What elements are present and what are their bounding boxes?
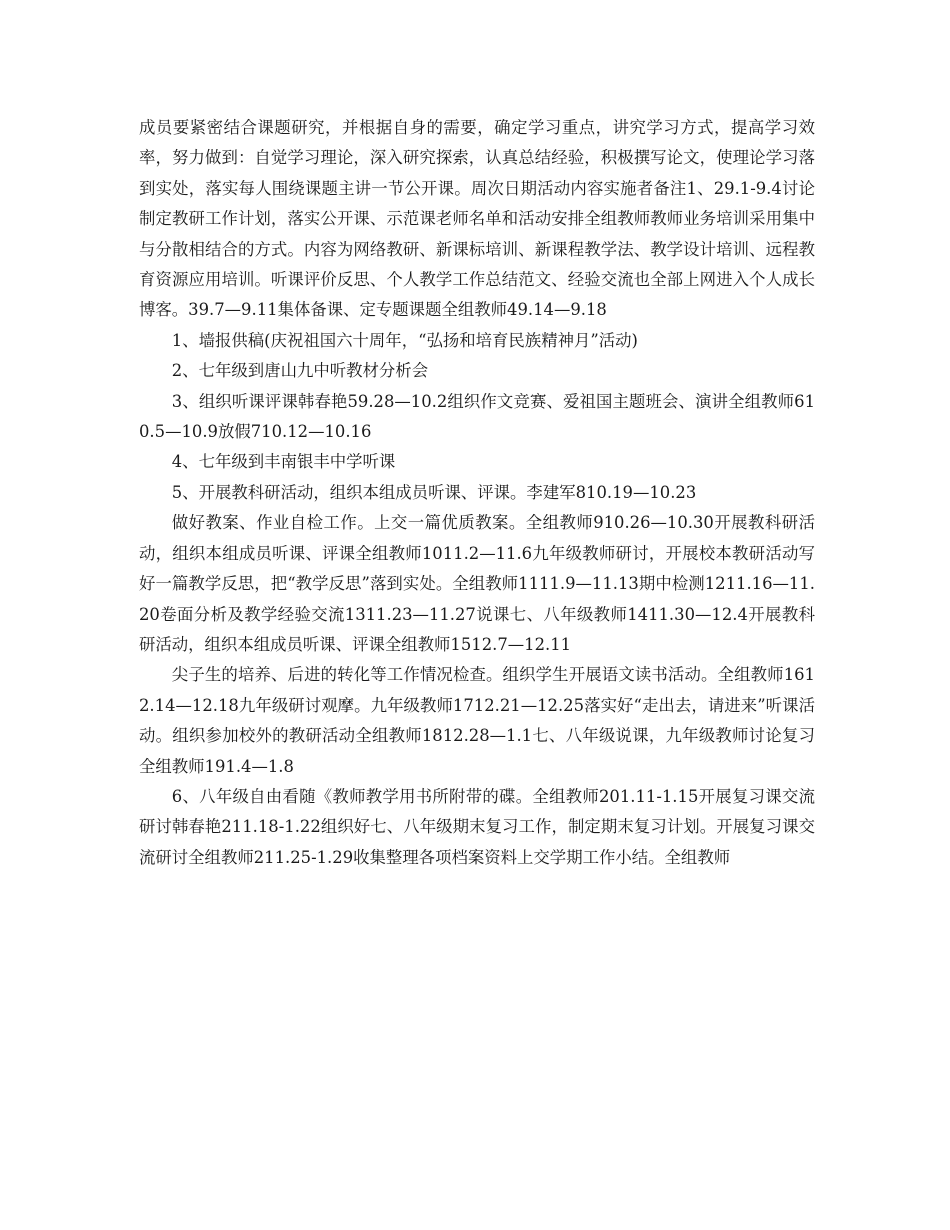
paragraph: 成员要紧密结合课题研究，并根据自身的需要，确定学习重点，讲究学习方式，提高学习效率，努力做到：自觉学习理论，深入研究探索，认真总结经验，积极撰写论文，使理论学习落到实处，落实每人围绕课题主讲一节公开课。周次日期活动内容实施者备注1、29.1-9.4讨论制定教研工作计划，落实公开课、示范课老师名单和活动安排全组教师教师业务培训采用集中与分散相结合的方式。内容为网络教研、新课标培训、新课程教学法、教学设计培训、远程教育资源应用培训。听课评价反思、个人教学工作总结范文、经验交流也全部上网进入个人成长博客。39.7—9.11集体备课、定专题课题全组教师49.14—9.18 <box>139 118 815 320</box>
document-page <box>139 113 815 873</box>
paragraph: 做好教案、作业自检工作。上交一篇优质教案。全组教师910.26—10.30开展教科研活动，组织本组成员听课、评课全组教师1011.2—11.6九年级教师研讨，开展校本教研活动写好一篇教学反思，把“教学反思”落到实处。全组教师1111.9—11.13期中检测1211.16—11.20卷面分析及教学经验交流1311.23—11.27说课七、八年级教师1411.30—12.4开展教科研活动，组织本组成员听课、评课全组教师1512.7—12.11 <box>139 513 815 654</box>
paragraph: 3、组织听课评课韩春艳59.28—10.2组织作文竞赛、爱祖国主题班会、演讲全组教师610.5—10.9放假710.12—10.16 <box>139 391 815 442</box>
paragraph: 尖子生的培养、后进的转化等工作情况检查。组织学生开展语文读书活动。全组教师1612.14—12.18九年级研讨观摩。九年级教师1712.21—12.25落实好“走出去，请进来”听课活动。组织参加校外的教研活动全组教师1812.28—1.1七、八年级说课，九年级教师讨论复习全组教师191.4—1.8 <box>139 665 815 776</box>
paragraph: 6、八年级自由看随《教师教学用书所附带的碟。全组教师201.11-1.15开展复习课交流研讨韩春艳211.18-1.22组织好七、八年级期末复习工作，制定期末复习计划。开展复习课交流研讨全组教师211.25-1.29收集整理各项档案资料上交学期工作小结。全组教师 <box>139 786 815 867</box>
paragraph: 1、墙报供稿(庆祝祖国六十周年，“弘扬和培育民族精神月”活动) <box>171 330 638 350</box>
paragraph: 4、七年级到丰南银丰中学听课 <box>171 452 396 472</box>
paragraph: 2、七年级到唐山九中听教材分析会 <box>171 361 429 381</box>
paragraph: 5、开展教科研活动，组织本组成员听课、评课。李建军810.19—10.23 <box>171 482 697 502</box>
